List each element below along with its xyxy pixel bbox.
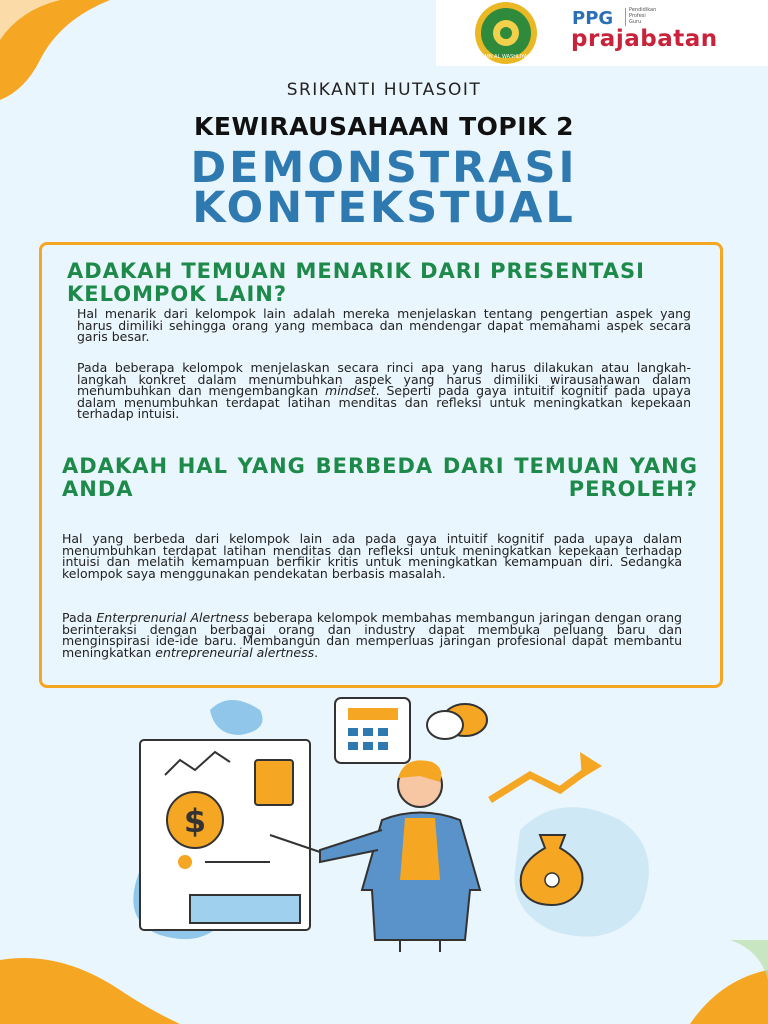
university-seal-logo: [436, 0, 572, 66]
section2-p2-emphasis-1: Enterprenurial Alertness: [96, 610, 249, 625]
section1-p2-text-b: . Seperti pada gaya intuitif kognitif pada upaya dalam menumbuhkan terdapat latihan menditas dan refleksi untuk meningkatkan kepekaan terhadap intuisi.: [77, 383, 691, 421]
board-bar: [190, 895, 300, 923]
growth-arrow-head-icon: [580, 752, 602, 778]
question-1: ADAKAH TEMUAN MENARIK DARI PRESENTASI KELOMPOK LAIN?: [67, 259, 645, 306]
prajabatan-logo-text: prajabatan: [571, 26, 718, 52]
section2-p2-emphasis-2: entrepreneurial alertness: [155, 644, 315, 660]
ppg-sub-1: Pendidikan: [629, 7, 657, 13]
section1-p2-text-a: Pada beberapa kelompok menjelaskan secara rinci apa yang harus dilakukan atau langkah-langkah konkret dalam menumbuhkan aspek yang harus dimiliki wirausahawan dalam menumbuhkan dan mengembangkan: [77, 360, 691, 398]
author-name: SRIKANTI HUTASOIT: [286, 80, 482, 100]
presenter-shirt: [400, 818, 440, 880]
ppg-logo-text: PPG: [572, 8, 614, 29]
growth-arrow-line: [490, 768, 590, 800]
board-dot-icon: [178, 855, 192, 869]
section2-paragraph-1: Hal yang berbeda dari kelompok lain ada pada gaya intuitif kognitif pada upaya dalam menumbuhkan terdapat latihan menditas dan refleksi untuk meningkatkan kepekaan terhadap intuisi dan melatih kemampuan berfikir kritis untuk meningkatkan kemampuan diri. Sedangka kelompok saya menggunakan pendekatan berbasis masalah.: [62, 531, 682, 581]
dollar-symbol: $: [183, 802, 207, 840]
title-line-2: KONTEKSTUAL: [192, 183, 576, 233]
board-card-icon: [255, 760, 293, 805]
section1-paragraph-2: [77, 362, 691, 420]
logo-divider: [625, 8, 626, 26]
ppg-subtitle: [629, 7, 656, 25]
title-line-1: DEMONSTRASI: [190, 143, 578, 193]
section1-paragraph-1: Hal menarik dari kelompok lain adalah mereka menjelaskan tentang pengertian aspek yang harus dimiliki sehingga orang yang membaca dan mendengar dapat memahami aspek secara garis besar.: [77, 306, 691, 344]
logo-bar: [436, 0, 768, 66]
section2-p2-text-b: beberapa kelompok membahas membangun jaringan dengan orang berinteraksi dengan berbagai orang dan industry dapat membuka peluang baru dan menginspirasi ide-ide baru. Membangun dan memperluas jaringan profesional dapat membantu meningkatkan: [62, 610, 682, 660]
section2-p2-text-a: Pada: [62, 610, 97, 625]
coin-icon-2: [427, 711, 463, 739]
blob-top: [210, 700, 263, 735]
ppg-sub-3: Guru: [629, 19, 642, 25]
business-presentation-illustration: [120, 690, 680, 960]
question-2: ADAKAH HAL YANG BERBEDA DARI TEMUAN YANG ANDA PEROLEH?: [62, 454, 698, 501]
section2-paragraph-2: [62, 612, 682, 658]
section1-p2-emphasis: mindset: [325, 383, 376, 398]
section2-p2-text-c: .: [314, 644, 319, 660]
calculator-screen: [348, 708, 398, 720]
ppg-sub-2: Profesi: [629, 13, 646, 19]
topic-heading: KEWIRAUSAHAAN TOPIK 2: [194, 112, 574, 141]
university-short-text: UMN AL WASHLIYAH: [480, 54, 532, 60]
